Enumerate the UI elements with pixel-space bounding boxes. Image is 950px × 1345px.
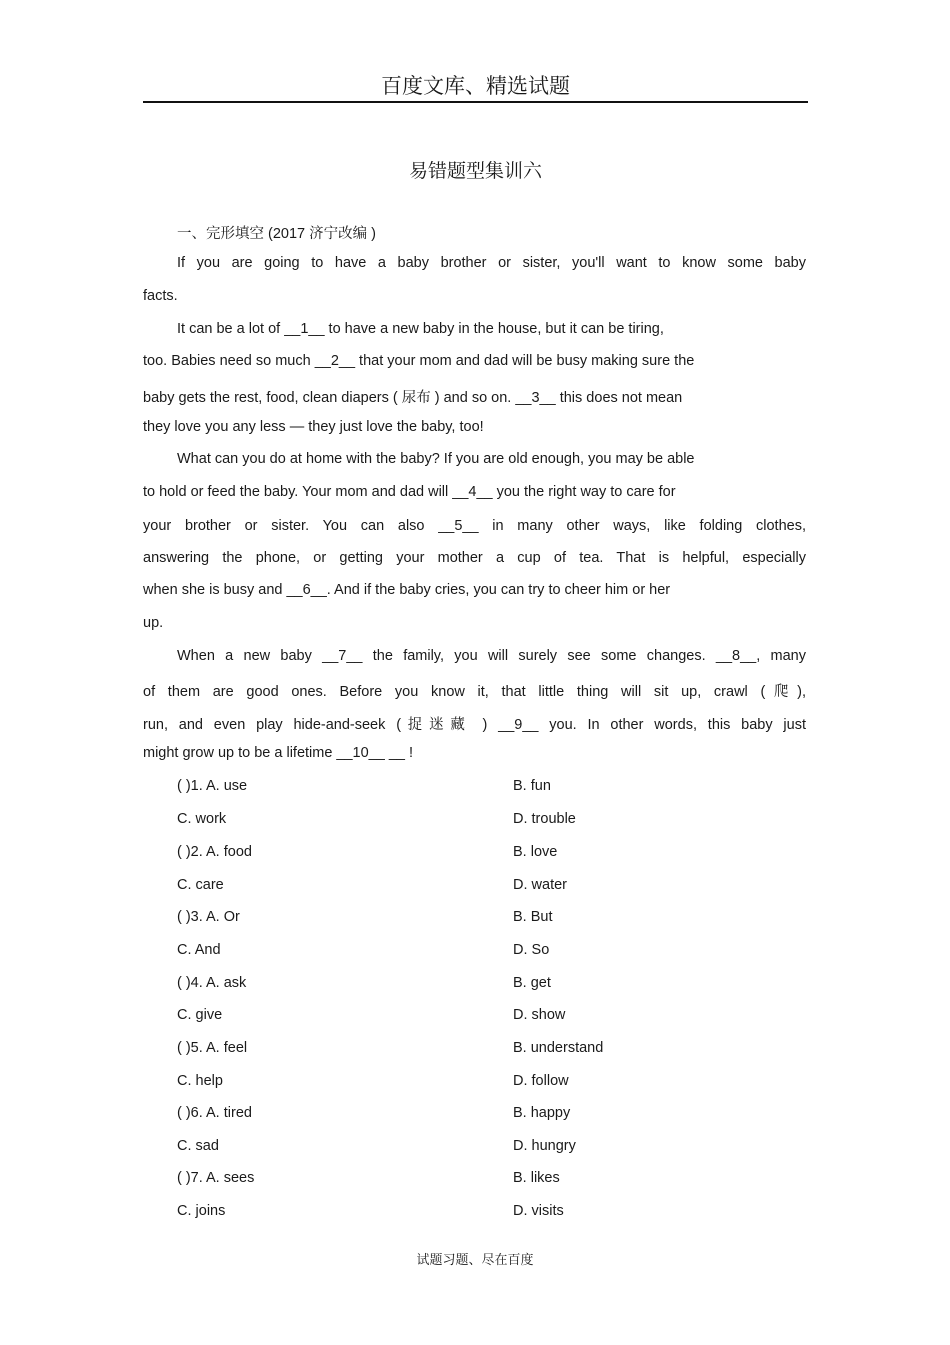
question-option: C. And [177,942,221,958]
passage-line: If you are going to have a baby brother or sister, you'll want to know some baby [177,255,806,271]
question-option: ( )3. A. Or [177,909,240,925]
passage-line: might grow up to be a lifetime __10__ __ ! [143,745,414,761]
passage-line: up. [143,615,164,631]
question-option: ( )4. A. ask [177,975,247,991]
passage-line: What can you do at home with the baby? If you are old enough, you may be able [177,451,695,467]
question-option: C. work [177,811,227,827]
question-option: B. But [513,909,553,925]
question-option: D. trouble [513,811,576,827]
question-option: C. joins [177,1203,226,1219]
question-option: C. help [177,1073,223,1089]
question-option: ( )6. A. tired [177,1105,252,1121]
question-option: B. happy [513,1105,571,1121]
question-option: B. love [513,844,558,860]
passage-line: they love you any less — they just love the baby, too! [143,419,484,435]
question-option: B. likes [513,1170,560,1186]
passage-line: when she is busy and __6__. And if the baby cries, you can try to cheer him or her [143,582,671,598]
question-option: D. hungry [513,1138,576,1154]
question-option: B. understand [513,1040,604,1056]
passage-line: too. Babies need so much __2__ that your mom and dad will be busy making sure the [143,353,695,369]
question-option: ( )1. A. use [177,778,248,794]
passage-line: your brother or sister. You can also __5__ in many other ways, like folding clothes, [143,518,806,534]
passage-line: run, and even play hide-and-seek (捉迷藏 ) __9__ you. In other words, this baby just [143,717,806,733]
passage-line: to hold or feed the baby. Your mom and dad will __4__ you the right way to care for [143,484,676,500]
passage-line: When a new baby __7__ the family, you will surely see some changes. __8__, many [177,648,806,664]
page-footer: 试题习题、尽在百度 [416,1253,534,1268]
header-divider [143,101,808,103]
document-title: 易错题型集训六 [408,160,542,182]
question-option: ( )5. A. feel [177,1040,248,1056]
question-option: D. water [513,877,567,893]
passage-line: of them are good ones. Before you know it, that little thing will sit up, crawl (爬), [143,684,806,700]
passage-line: facts. [143,288,178,304]
section-heading: 一、完形填空 (2017 济宁改编 ) [177,226,376,242]
passage-line: answering the phone, or getting your mother a cup of tea. That is helpful, especially [143,550,806,566]
question-option: D. follow [513,1073,569,1089]
question-option: ( )7. A. sees [177,1170,255,1186]
question-option: D. So [513,942,550,958]
question-option: B. fun [513,778,551,794]
passage-line: baby gets the rest, food, clean diapers ( 尿布 ) and so on. __3__ this does not mean [143,390,683,406]
question-option: C. give [177,1007,223,1023]
question-option: B. get [513,975,551,991]
passage-line: It can be a lot of __1__ to have a new baby in the house, but it can be tiring, [177,321,664,337]
question-option: C. care [177,877,224,893]
question-option: D. visits [513,1203,564,1219]
question-option: D. show [513,1007,566,1023]
question-option: C. sad [177,1138,219,1154]
page-header: 百度文库、精选试题 [381,74,570,98]
question-option: ( )2. A. food [177,844,252,860]
